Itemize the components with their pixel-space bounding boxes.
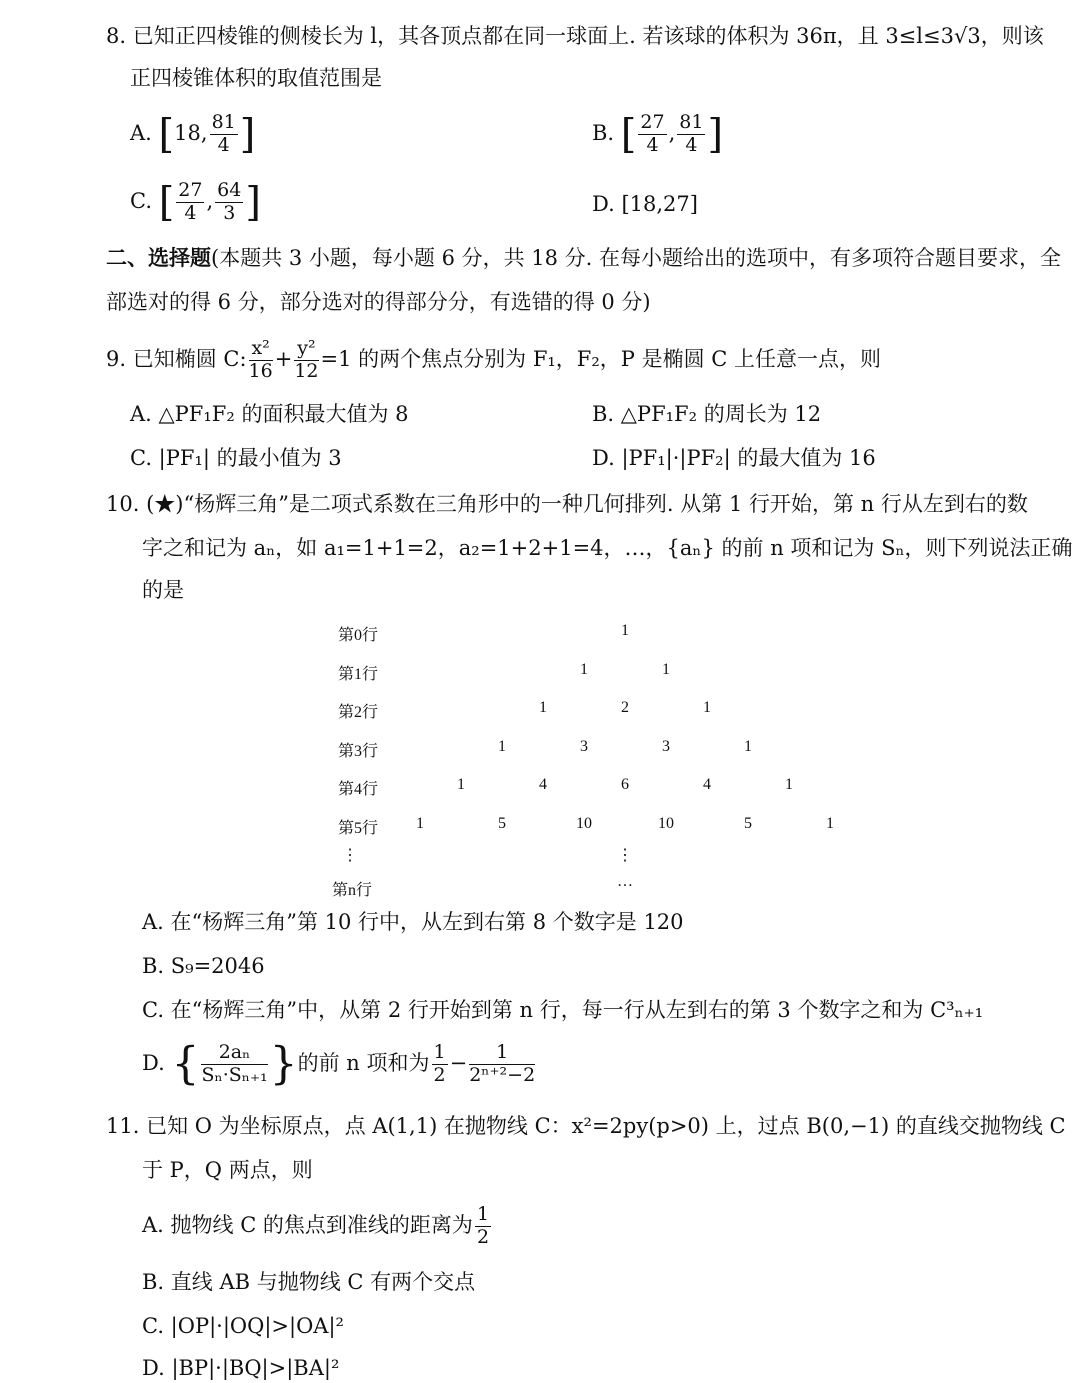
triangle-cell: 2 (621, 699, 629, 716)
fraction: $\frac{64}{3}$ (217, 179, 242, 224)
vertical-ellipsis: ⋮ (342, 847, 358, 864)
triangle-row-label: 第2行 (338, 704, 379, 721)
q11-option-b[interactable]: B. 直线 AB 与抛物线 C 有两个交点 (142, 1270, 476, 1294)
left-bracket: [ (158, 179, 175, 226)
q10-option-d[interactable] (142, 1038, 537, 1090)
q11-stem-line1: 11. 已知 O 为坐标原点，点 A(1,1) 在抛物线 C：x²=2py(p>0) 上，过点 B(0,−1) 的直线交抛物线 C (106, 1114, 1066, 1138)
triangle-cell: 1 (703, 699, 711, 716)
triangle-cell: 5 (744, 814, 752, 832)
q9-option-b[interactable]: B. △PF₁F₂ 的周长为 12 (592, 402, 822, 426)
q9-stem: 9. 已知椭圆 C: $\frac{\text{x²}}{16}$ + $\frac{\text{y²}}{12}$ =1 的两个焦点分别为 F₁，F₂，P 是椭圆 C 上任意一点，则 (106, 337, 882, 382)
triangle-row-label: 第4行 (338, 781, 379, 798)
section2-title: 二、选择题 (106, 246, 211, 270)
q8-option-d-text: [18,27] (621, 192, 698, 216)
left-bracket: [ (620, 111, 637, 158)
q11-option-a-text: A. 抛物线 C 的焦点到准线的距离为 (142, 1212, 473, 1237)
q11-stem-line2: 于 P，Q 两点，则 (142, 1158, 313, 1182)
q8-option-a[interactable]: A. [18, $\frac{81}{4}$ ] (130, 111, 256, 158)
triangle-cell: 5 (498, 814, 506, 832)
triangle-cell: 1 (498, 737, 506, 755)
triangle-cell: 1 (621, 622, 629, 639)
q10-stem-line2: 字之和记为 aₙ，如 a₁=1+1=2，a₂=1+2+1=4，…，{aₙ} 的前 n 项和记为 Sₙ，则下列说法正确 (142, 536, 1073, 560)
q8-option-c[interactable]: C. [ $\frac{27}{4}$ , $\frac{64}{3}$ ] (130, 179, 261, 226)
triangle-cell: 3 (662, 737, 670, 755)
q11-option-d[interactable]: D. |BP|·|BQ|>|BA|² (142, 1356, 340, 1380)
triangle-row-label: 第1行 (338, 665, 379, 683)
fraction: $\frac{\text{x²}}{16}$ (248, 337, 273, 382)
q8-option-a-label: A. (130, 120, 152, 145)
right-brace: } (269, 1038, 298, 1090)
triangle-cell: 1 (580, 660, 588, 678)
section2-header-line2: 部选对的得 6 分，部分选对的得部分分，有选错的得 0 分) (106, 290, 651, 314)
q10-option-c[interactable]: C. 在“杨辉三角”中，从第 2 行开始到第 n 行，每一行从左到右的第 3 个数字之和为 C³ₙ₊₁ (142, 998, 984, 1022)
q10-stem-line3: 的是 (142, 578, 184, 602)
q10-option-d-label: D. (142, 1050, 165, 1075)
fraction: $\frac{\text{2aₙ}}{\text{Sₙ·Sₙ₊₁}}$ (201, 1041, 268, 1086)
q9-option-c[interactable]: C. |PF₁| 的最小值为 3 (130, 446, 342, 470)
q9-stem-post: =1 的两个焦点分别为 F₁，F₂，P 是椭圆 C 上任意一点，则 (320, 346, 882, 371)
triangle-cell: 1 (416, 814, 424, 832)
vertical-ellipsis: ⋮ (617, 847, 633, 864)
q11-option-a[interactable] (142, 1204, 493, 1249)
q10-stem-line1: 10. (★)“杨辉三角”是二项式系数在三角形中的一种几何排列. 从第 1 行开始，第 n 行从左到右的数 (106, 492, 1028, 516)
q8-option-c-label: C. (130, 188, 152, 213)
fraction: $\frac{1}{2}$ (433, 1041, 446, 1086)
triangle-cell: 1 (744, 737, 752, 755)
triangle-row-label: 第5行 (338, 819, 379, 837)
fraction: $\frac{81}{4}$ (679, 111, 704, 156)
q11-option-c[interactable]: C. |OP|·|OQ|>|OA|² (142, 1314, 344, 1338)
triangle-row-label: 第0行 (338, 627, 379, 644)
q10-option-a[interactable]: A. 在“杨辉三角”第 10 行中，从左到右第 8 个数字是 120 (142, 910, 684, 934)
q10-option-b[interactable]: B. S₉=2046 (142, 954, 265, 978)
triangle-cell: … (617, 873, 633, 890)
triangle-cell: 6 (621, 776, 629, 793)
q9-stem-pre: 9. 已知椭圆 C: (106, 346, 247, 371)
triangle-cell: 1 (826, 814, 834, 832)
triangle-cell: 1 (457, 776, 465, 793)
fraction: $\frac{1}{\text{2ⁿ⁺²−2}}$ (469, 1041, 536, 1086)
right-bracket: ] (245, 179, 261, 226)
section2-header-line1 (106, 248, 1061, 269)
fraction: $\frac{27}{4}$ (178, 179, 203, 224)
q8-stem-line1: 8. 已知正四棱锥的侧棱长为 l，其各顶点都在同一球面上. 若该球的体积为 36π，且 3≤l≤3√3，则该 (106, 24, 1044, 48)
q8-a-left: 18 (174, 120, 201, 145)
q8-option-d-label: D. (592, 192, 615, 216)
left-bracket: [ (158, 111, 175, 158)
triangle-cell: 4 (539, 776, 547, 793)
fraction: $\frac{1}{2}$ (476, 1203, 490, 1248)
q8-option-b-label: B. (592, 120, 615, 145)
triangle-row-label: 第n行 (332, 882, 373, 899)
triangle-cell: 10 (658, 814, 674, 832)
q8-stem-line2: 正四棱锥体积的取值范围是 (130, 66, 382, 90)
q8-option-b[interactable]: B. [ $\frac{27}{4}$ , $\frac{81}{4}$ ] (592, 111, 724, 158)
minus-sign: − (449, 1050, 468, 1075)
section2-desc: (本题共 3 小题，每小题 6 分，共 18 分. 在每小题给出的选项中，有多项符合题目要求，全 (211, 246, 1062, 270)
triangle-cell: 10 (576, 814, 592, 832)
q10-option-d-mid: 的前 n 项和为 (297, 1050, 430, 1075)
triangle-cell: 1 (662, 660, 670, 678)
triangle-cell: 4 (703, 776, 711, 793)
fraction: $\frac{\text{y²}}{12}$ (294, 337, 319, 382)
fraction: $\frac{81}{4}$ (211, 111, 236, 156)
left-brace: { (171, 1038, 200, 1090)
triangle-cell: 3 (580, 737, 588, 755)
fraction: $\frac{27}{4}$ (640, 111, 665, 156)
triangle-cell: 1 (785, 776, 793, 793)
triangle-cell: 1 (539, 699, 547, 716)
q9-option-d[interactable]: D. |PF₁|·|PF₂| 的最大值为 16 (592, 446, 876, 470)
q8-option-d[interactable] (592, 194, 698, 215)
right-bracket: ] (239, 111, 256, 158)
q9-option-a[interactable]: A. △PF₁F₂ 的面积最大值为 8 (130, 402, 409, 426)
right-bracket: ] (707, 111, 724, 158)
triangle-row-label: 第3行 (338, 742, 379, 760)
